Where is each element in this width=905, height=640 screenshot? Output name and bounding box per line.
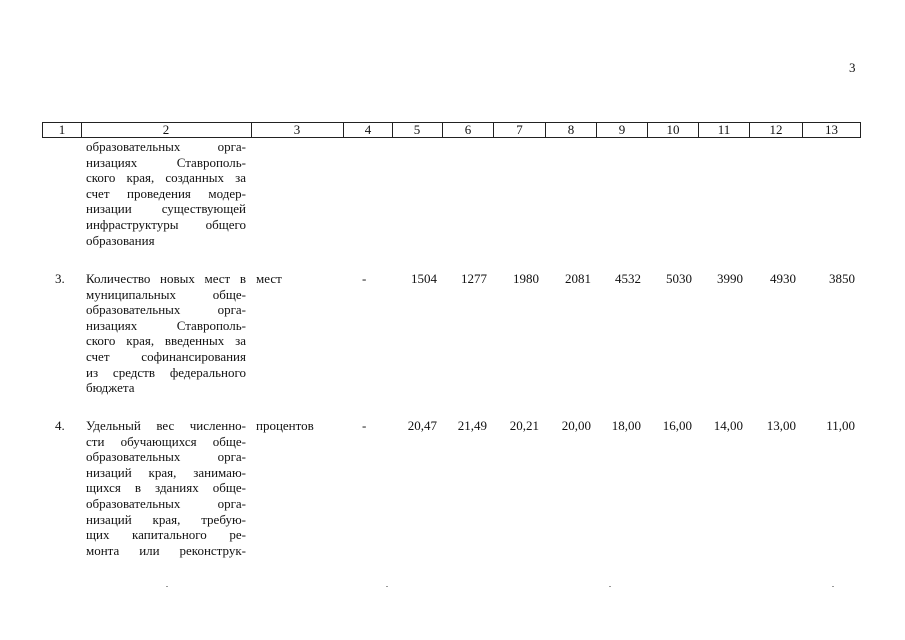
description-line xyxy=(86,349,246,365)
description-word: занимаю- xyxy=(193,464,246,480)
description-word: обучающихся xyxy=(120,433,197,449)
description-word: счет xyxy=(86,185,110,201)
header-col-2: 2 xyxy=(162,122,170,137)
value-col-10: 16,00 xyxy=(662,418,692,433)
header-col-7: 7 xyxy=(516,122,523,137)
description-word: или xyxy=(139,542,160,558)
description-word: мест xyxy=(204,271,231,286)
value-col-8: 20,00 xyxy=(561,418,591,433)
description-word: ре- xyxy=(229,527,246,543)
description-line xyxy=(86,465,246,481)
description-word: в xyxy=(239,271,246,286)
header-col-8: 8 xyxy=(567,122,575,137)
description-word: Ставрополь- xyxy=(176,317,246,333)
row-description xyxy=(86,271,246,396)
description-word: монта xyxy=(86,542,120,558)
description-line xyxy=(86,449,246,465)
description-word: средств xyxy=(112,364,155,380)
description-word: численно- xyxy=(189,418,246,433)
row-description xyxy=(86,418,246,558)
description-word: существующей xyxy=(161,201,246,217)
description-word: Количество xyxy=(86,271,151,286)
description-word: низациях xyxy=(86,317,138,333)
description-word: капитального xyxy=(132,527,207,543)
description-word: орга- xyxy=(217,302,246,318)
value-col-6: 1277 xyxy=(461,271,487,286)
description-line xyxy=(86,496,246,512)
header-col-13: 13 xyxy=(825,122,838,137)
description-line xyxy=(86,333,246,349)
description-word: низации xyxy=(86,201,132,217)
description-word: федерального xyxy=(169,364,246,380)
description-word: обще- xyxy=(212,480,246,496)
value-col-9: 4532 xyxy=(615,271,641,286)
description-line xyxy=(86,271,246,287)
scan-speck xyxy=(386,586,388,587)
description-word: щих xyxy=(86,527,110,543)
scan-speck xyxy=(609,586,611,587)
row-base-value: - xyxy=(362,271,367,286)
description-word: Удельный xyxy=(86,418,141,433)
page-number: 3 xyxy=(849,60,856,75)
scan-speck xyxy=(832,586,834,587)
header-col-11: 11 xyxy=(717,122,731,137)
header-col-1: 1 xyxy=(58,122,66,137)
description-word: ского xyxy=(86,333,116,349)
description-line xyxy=(86,318,246,334)
value-col-13: 11,00 xyxy=(826,418,855,433)
continuation-description xyxy=(86,139,246,248)
value-col-7: 20,21 xyxy=(509,418,539,433)
description-word: зданиях xyxy=(155,480,199,496)
description-word: края, xyxy=(148,464,177,480)
value-col-12: 13,00 xyxy=(766,418,796,433)
description-word: инфраструктуры xyxy=(86,216,179,232)
description-word: из xyxy=(86,364,99,380)
description-word: сти xyxy=(86,433,105,449)
description-word: Ставрополь- xyxy=(176,154,246,170)
description-word: общего xyxy=(205,216,246,232)
header-col-10: 10 xyxy=(666,122,680,137)
description-line xyxy=(86,217,246,233)
description-line: образования xyxy=(86,232,155,248)
description-word: образовательных xyxy=(86,302,181,318)
description-line xyxy=(86,365,246,381)
description-word: созданных xyxy=(165,170,225,186)
description-word: края, xyxy=(152,511,181,527)
description-line xyxy=(86,418,246,434)
description-line xyxy=(86,287,246,303)
header-col-6: 6 xyxy=(464,122,472,137)
description-line xyxy=(86,155,246,171)
header-col-3: 3 xyxy=(293,122,301,137)
description-line xyxy=(86,201,246,217)
description-line xyxy=(86,186,246,202)
description-word: щихся xyxy=(86,480,121,496)
description-line xyxy=(86,302,246,318)
description-word: края, xyxy=(126,333,155,349)
description-word: вес xyxy=(156,418,175,433)
description-line xyxy=(86,527,246,543)
description-line xyxy=(86,480,246,496)
value-col-8: 2081 xyxy=(565,271,591,286)
description-word: края, xyxy=(126,170,155,186)
description-word: низаций xyxy=(86,511,132,527)
description-word: орга- xyxy=(217,139,246,154)
value-col-10: 5030 xyxy=(666,271,692,286)
description-word: за xyxy=(235,170,246,186)
description-word: муниципальных xyxy=(86,286,177,302)
description-word: образовательных xyxy=(86,449,181,465)
row-unit: мест xyxy=(256,271,282,286)
row-number: 4. xyxy=(55,418,65,433)
description-word: за xyxy=(235,333,246,349)
description-word: софинансирования xyxy=(141,348,246,364)
value-col-12: 4930 xyxy=(770,271,796,286)
description-word: модер- xyxy=(208,185,246,201)
description-line xyxy=(86,543,246,559)
row-number: 3. xyxy=(55,271,65,286)
description-word: обще- xyxy=(212,286,246,302)
value-col-5: 1504 xyxy=(411,271,437,286)
value-col-11: 3990 xyxy=(717,271,743,286)
description-word: образовательных xyxy=(86,495,181,511)
value-col-5: 20,47 xyxy=(407,418,437,433)
description-word: образовательных xyxy=(86,139,181,154)
description-word: новых xyxy=(160,271,195,286)
description-word: обще- xyxy=(212,433,246,449)
description-line: бюджета xyxy=(86,380,135,396)
description-word: требую- xyxy=(201,511,246,527)
description-word: орга- xyxy=(217,495,246,511)
description-word: орга- xyxy=(217,449,246,465)
table-header-row xyxy=(42,122,861,138)
description-word: ского xyxy=(86,170,116,186)
description-word: проведения xyxy=(127,185,191,201)
value-col-13: 3850 xyxy=(829,271,855,286)
description-word: в xyxy=(134,480,142,496)
value-col-6: 21,49 xyxy=(457,418,487,433)
header-col-5: 5 xyxy=(413,122,421,137)
row-base-value: - xyxy=(362,418,367,433)
header-col-12: 12 xyxy=(769,122,783,137)
value-col-9: 18,00 xyxy=(611,418,641,433)
description-line xyxy=(86,170,246,186)
header-col-4: 4 xyxy=(364,122,372,137)
description-line xyxy=(86,434,246,450)
value-col-7: 1980 xyxy=(513,271,539,286)
description-word: введенных xyxy=(164,333,225,349)
description-word: низаций xyxy=(86,464,132,480)
description-line xyxy=(86,512,246,528)
scan-speck xyxy=(166,586,168,587)
row-unit: процентов xyxy=(256,418,314,433)
description-line xyxy=(86,139,246,155)
description-word: низациях xyxy=(86,154,138,170)
value-col-11: 14,00 xyxy=(713,418,743,433)
description-word: реконструк- xyxy=(179,542,246,558)
header-col-9: 9 xyxy=(618,122,626,137)
description-word: счет xyxy=(86,348,110,364)
